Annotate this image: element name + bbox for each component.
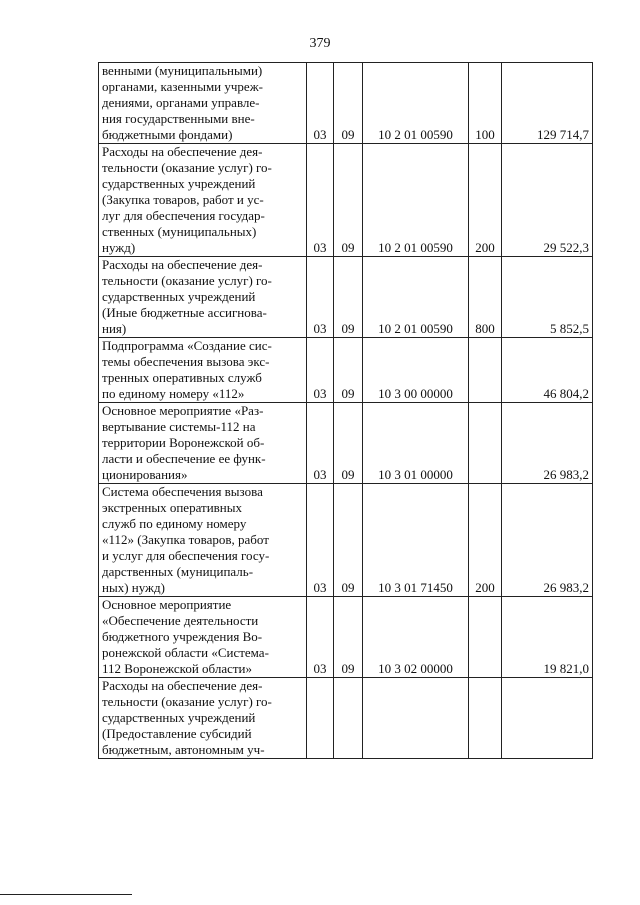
description-line: Основное мероприятие «Раз-: [102, 403, 264, 418]
target-article-cell: 10 3 00 00000: [363, 338, 469, 403]
description-cell: [99, 144, 307, 257]
description-line: служб по единому номеру: [102, 516, 247, 531]
section-cell: 03: [307, 63, 334, 144]
description-line: темы обеспечения вызова экс-: [102, 354, 270, 369]
description-line: (Иные бюджетные ассигнова-: [102, 305, 267, 320]
amount-cell: 26 983,2: [502, 484, 593, 597]
amount-cell: [502, 678, 593, 759]
table-row: [99, 144, 593, 257]
description-line: органами, казенными учреж-: [102, 79, 264, 94]
description-line: ния государственными вне-: [102, 111, 255, 126]
subsection-cell: 09: [334, 257, 363, 338]
description-line: ционирования»: [102, 467, 188, 482]
section-cell: 03: [307, 338, 334, 403]
table-body: [99, 63, 593, 759]
table-row: [99, 257, 593, 338]
description-line: ния): [102, 321, 127, 336]
amount-cell: 129 714,7: [502, 63, 593, 144]
section-cell: 03: [307, 257, 334, 338]
target-article-cell: 10 2 01 00590: [363, 144, 469, 257]
description-line: луг для обеспечения государ-: [102, 208, 265, 223]
description-line: ных) нужд): [102, 580, 165, 595]
expense-type-cell: [469, 403, 502, 484]
description-line: бюджетным, автономным уч-: [102, 742, 265, 757]
description-line: нужд): [102, 240, 136, 255]
amount-cell: 5 852,5: [502, 257, 593, 338]
page-number: 379: [309, 36, 331, 51]
description-line: по единому номеру «112»: [102, 386, 245, 401]
expense-type-cell: 200: [469, 484, 502, 597]
table-row: [99, 484, 593, 597]
description-cell: [99, 338, 307, 403]
target-article-cell: 10 2 01 00590: [363, 63, 469, 144]
target-article-cell: 10 3 01 00000: [363, 403, 469, 484]
section-cell: [307, 678, 334, 759]
description-line: дарственных (муниципаль-: [102, 564, 254, 579]
description-line: Система обеспечения вызова: [102, 484, 263, 499]
description-cell: [99, 678, 307, 759]
description-line: сударственных учреждений: [102, 289, 256, 304]
subsection-cell: [334, 678, 363, 759]
description-line: экстренных оперативных: [102, 500, 242, 515]
expense-type-cell: 200: [469, 144, 502, 257]
description-cell: [99, 63, 307, 144]
budget-table: [98, 62, 593, 759]
description-line: венными (муниципальными): [102, 63, 263, 78]
footer-rule: [0, 894, 132, 895]
description-line: и услуг для обеспечения госу-: [102, 548, 270, 563]
description-line: территории Воронежской об-: [102, 435, 265, 450]
description-cell: [99, 597, 307, 678]
expense-type-cell: 100: [469, 63, 502, 144]
subsection-cell: 09: [334, 63, 363, 144]
description-line: бюджетного учреждения Во-: [102, 629, 263, 644]
target-article-cell: 10 3 02 00000: [363, 597, 469, 678]
table-row: [99, 597, 593, 678]
description-line: «Обеспечение деятельности: [102, 613, 259, 628]
description-line: сударственных учреждений: [102, 176, 256, 191]
section-cell: 03: [307, 484, 334, 597]
description-line: вертывание системы-112 на: [102, 419, 256, 434]
description-cell: [99, 257, 307, 338]
amount-cell: 46 804,2: [502, 338, 593, 403]
description-line: 112 Воронежской области»: [102, 661, 253, 676]
description-line: Расходы на обеспечение дея-: [102, 257, 263, 272]
description-line: тренных оперативных служб: [102, 370, 262, 385]
description-line: (Закупка товаров, работ и ус-: [102, 192, 264, 207]
table-row: [99, 338, 593, 403]
table-row: [99, 63, 593, 144]
subsection-cell: 09: [334, 597, 363, 678]
description-line: Расходы на обеспечение дея-: [102, 144, 263, 159]
description-line: Расходы на обеспечение дея-: [102, 678, 263, 693]
subsection-cell: 09: [334, 403, 363, 484]
section-cell: 03: [307, 144, 334, 257]
target-article-cell: 10 3 01 71450: [363, 484, 469, 597]
description-line: Основное мероприятие: [102, 597, 232, 612]
target-article-cell: 10 2 01 00590: [363, 257, 469, 338]
description-line: бюджетными фондами): [102, 127, 233, 142]
section-cell: 03: [307, 597, 334, 678]
subsection-cell: 09: [334, 484, 363, 597]
table-row: [99, 678, 593, 759]
description-line: ласти и обеспечение ее функ-: [102, 451, 266, 466]
subsection-cell: 09: [334, 338, 363, 403]
expense-type-cell: [469, 338, 502, 403]
description-line: ственных (муниципальных): [102, 224, 257, 239]
subsection-cell: 09: [334, 144, 363, 257]
amount-cell: 26 983,2: [502, 403, 593, 484]
description-line: тельности (оказание услуг) го-: [102, 273, 272, 288]
description-line: (Предоставление субсидий: [102, 726, 252, 741]
table-row: [99, 403, 593, 484]
description-line: «112» (Закупка товаров, работ: [102, 532, 269, 547]
amount-cell: 29 522,3: [502, 144, 593, 257]
description-line: Подпрограмма «Создание сис-: [102, 338, 272, 353]
section-cell: 03: [307, 403, 334, 484]
description-line: ронежской области «Система-: [102, 645, 269, 660]
expense-type-cell: [469, 678, 502, 759]
description-line: дениями, органами управле-: [102, 95, 260, 110]
amount-cell: 19 821,0: [502, 597, 593, 678]
expense-type-cell: [469, 597, 502, 678]
description-line: тельности (оказание услуг) го-: [102, 694, 272, 709]
target-article-cell: [363, 678, 469, 759]
description-line: тельности (оказание услуг) го-: [102, 160, 272, 175]
description-cell: [99, 403, 307, 484]
expense-type-cell: 800: [469, 257, 502, 338]
description-cell: [99, 484, 307, 597]
description-line: сударственных учреждений: [102, 710, 256, 725]
